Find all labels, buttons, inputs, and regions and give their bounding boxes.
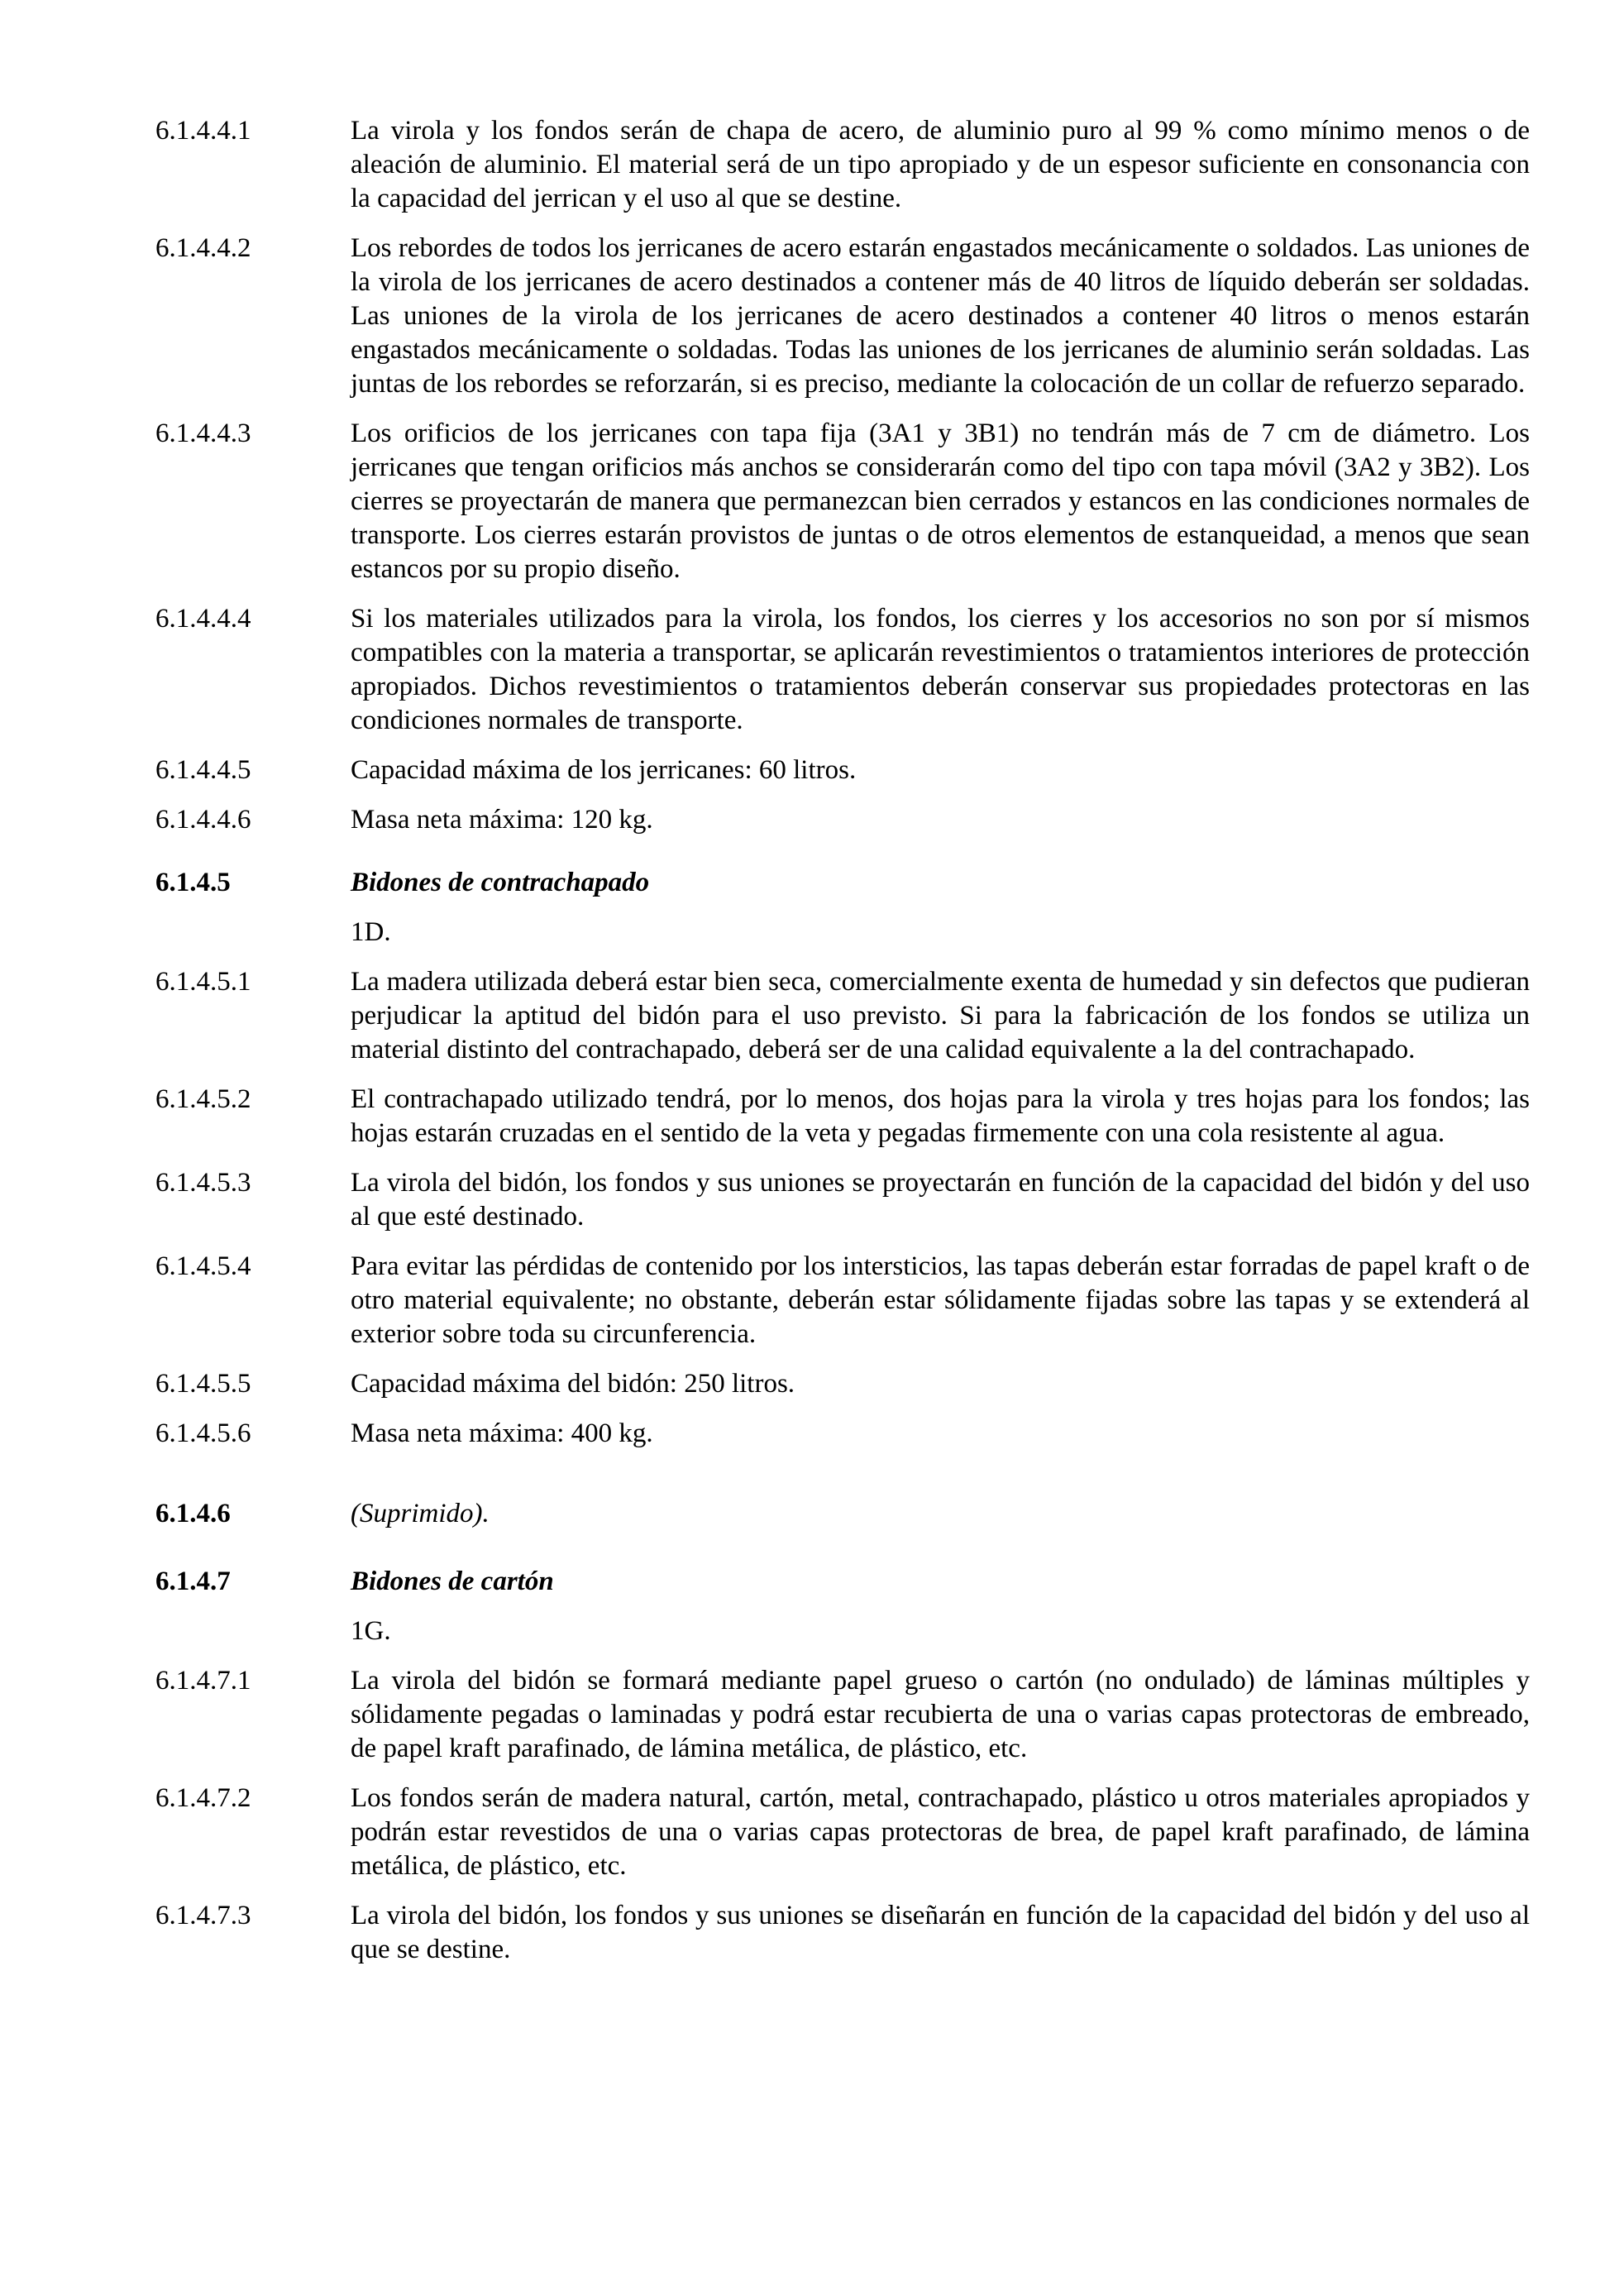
section-heading-6-1-4-5 <box>155 866 1530 900</box>
paragraph-number: 6.1.4.5.1 <box>155 967 251 997</box>
paragraph-number: 6.1.4.7.2 <box>155 1783 251 1813</box>
paragraph-6-1-4-5-4 <box>155 1250 1530 1351</box>
paragraph-text: Los fondos serán de madera natural, cartón, metal, contrachapado, plástico u otros materiales apropiados y podrán estar revestidos de una o varias capas protectoras de brea, de papel kraft parafinado, de lámina metálica, de plástico, etc. <box>351 1783 1530 1881</box>
paragraph-6-1-4-4-4 <box>155 602 1530 738</box>
paragraph-text: Los orificios de los jerricanes con tapa fija (3A1 y 3B1) no tendrán más de 7 cm de diámetro. Los jerricanes que tengan orificios más anchos se considerarán como del tipo con tapa móvil (3A2 y 3B2). Los cierres se proyectarán de manera que permanezcan bien cerrados y estancos en las condiciones normales de transporte. Los cierres estarán provistos de juntas o de otros elementos de estanqueidad, a menos que sean estancos por su propio diseño. <box>351 419 1530 584</box>
paragraph-number: 6.1.4.4.2 <box>155 233 251 263</box>
paragraph-6-1-4-7-3 <box>155 1899 1530 1967</box>
paragraph-text: Capacidad máxima de los jerricanes: 60 litros. <box>351 755 857 785</box>
paragraph-6-1-4-4-1 <box>155 114 1530 216</box>
section-heading-6-1-4-7 <box>155 1565 1530 1599</box>
paragraph-text: La virola del bidón se formará mediante papel grueso o cartón (no ondulado) de láminas múltiples y sólidamente pegadas o laminadas y podrá estar recubierta de una o varias capas protectoras de embreado, de papel kraft parafinado, de lámina metálica, de plástico, etc. <box>351 1666 1530 1763</box>
paragraph-number: 6.1.4.5.6 <box>155 1418 251 1448</box>
paragraph-number <box>155 916 351 949</box>
paragraph-text: Capacidad máxima del bidón: 250 litros. <box>351 1369 795 1399</box>
paragraph-6-1-4-7-2 <box>155 1782 1530 1883</box>
paragraph-text: El contrachapado utilizado tendrá, por lo menos, dos hojas para la virola y tres hojas para los fondos; las hojas estarán cruzadas en el sentido de la veta y pegadas firmemente con una cola resistente al agua. <box>351 1084 1530 1148</box>
section-note: (Suprimido). <box>351 1499 490 1528</box>
packaging-code: 1D. <box>351 917 391 947</box>
paragraph-6-1-4-4-6 <box>155 803 1530 837</box>
paragraph-text: La virola del bidón, los fondos y sus uniones se proyectarán en función de la capacidad del bidón y del uso al que esté destinado. <box>351 1168 1530 1232</box>
paragraph-number: 6.1.4.7.3 <box>155 1901 251 1930</box>
paragraph-text: La virola del bidón, los fondos y sus uniones se diseñarán en función de la capacidad del bidón y del uso al que se destine. <box>351 1901 1530 1964</box>
code-line-1g <box>155 1614 1530 1648</box>
section-number: 6.1.4.6 <box>155 1499 231 1528</box>
paragraph-number: 6.1.4.4.4 <box>155 604 251 634</box>
document-page <box>155 114 1530 1967</box>
paragraph-6-1-4-4-2 <box>155 232 1530 401</box>
paragraph-text: La virola y los fondos serán de chapa de acero, de aluminio puro al 99 % como mínimo menos o de aleación de aluminio. El material será de un tipo apropiado y de un espesor suficiente en consonancia con la capacidad del jerrican y el uso al que se destine. <box>351 116 1530 213</box>
paragraph-number: 6.1.4.5.3 <box>155 1168 251 1198</box>
paragraph-6-1-4-7-1 <box>155 1664 1530 1766</box>
section-number: 6.1.4.7 <box>155 1567 231 1596</box>
section-title: Bidones de contrachapado <box>351 868 650 897</box>
paragraph-number: 6.1.4.4.3 <box>155 419 251 448</box>
paragraph-number: 6.1.4.5.2 <box>155 1084 251 1114</box>
paragraph-6-1-4-4-3 <box>155 417 1530 586</box>
paragraph-6-1-4-5-2 <box>155 1083 1530 1150</box>
section-heading-6-1-4-6 <box>155 1497 1530 1531</box>
paragraph-6-1-4-5-1 <box>155 965 1530 1067</box>
paragraph-number: 6.1.4.4.5 <box>155 755 251 785</box>
paragraph-6-1-4-5-3 <box>155 1166 1530 1234</box>
packaging-code: 1G. <box>351 1616 391 1646</box>
paragraph-number: 6.1.4.4.1 <box>155 116 251 146</box>
code-line-1d <box>155 916 1530 949</box>
paragraph-6-1-4-4-5 <box>155 753 1530 787</box>
paragraph-number: 6.1.4.4.6 <box>155 805 251 835</box>
paragraph-6-1-4-5-6 <box>155 1417 1530 1451</box>
paragraph-number: 6.1.4.5.4 <box>155 1251 251 1281</box>
paragraph-text: Masa neta máxima: 400 kg. <box>351 1418 653 1448</box>
paragraph-text: Si los materiales utilizados para la virola, los fondos, los cierres y los accesorios no son por sí mismos compatibles con la materia a transportar, se aplicarán revestimientos o tratamientos interiores de protección apropiados. Dichos revestimientos o tratamientos deberán conservar sus propiedades protectoras en las condiciones normales de transporte. <box>351 604 1530 735</box>
paragraph-text: Masa neta máxima: 120 kg. <box>351 805 653 835</box>
section-title: Bidones de cartón <box>351 1567 554 1596</box>
paragraph-6-1-4-5-5 <box>155 1367 1530 1401</box>
paragraph-text: Los rebordes de todos los jerricanes de acero estarán engastados mecánicamente o soldados. Las uniones de la virola de los jerricanes de acero destinados a contener más de 40 litros de líquido deberán ser soldadas. Las uniones de la virola de los jerricanes de acero destinados a contener 40 litros o menos estarán engastados mecánicamente o soldadas. Todas las uniones de los jerricanes de aluminio serán soldadas. Las juntas de los rebordes se reforzarán, si es preciso, mediante la colocación de un collar de refuerzo separado. <box>351 233 1530 399</box>
section-number: 6.1.4.5 <box>155 868 231 897</box>
paragraph-text: Para evitar las pérdidas de contenido por los intersticios, las tapas deberán estar forradas de papel kraft o de otro material equivalente; no obstante, deberán estar sólidamente fijadas sobre las tapas y se extenderá al exterior sobre toda su circunferencia. <box>351 1251 1530 1349</box>
paragraph-number <box>155 1614 351 1648</box>
paragraph-number: 6.1.4.7.1 <box>155 1666 251 1696</box>
paragraph-text: La madera utilizada deberá estar bien seca, comercialmente exenta de humedad y sin defectos que pudieran perjudicar la aptitud del bidón para el uso previsto. Si para la fabricación de los fondos se utiliza un material distinto del contrachapado, deberá ser de una calidad equivalente a la del contrachapado. <box>351 967 1530 1064</box>
paragraph-number: 6.1.4.5.5 <box>155 1369 251 1399</box>
